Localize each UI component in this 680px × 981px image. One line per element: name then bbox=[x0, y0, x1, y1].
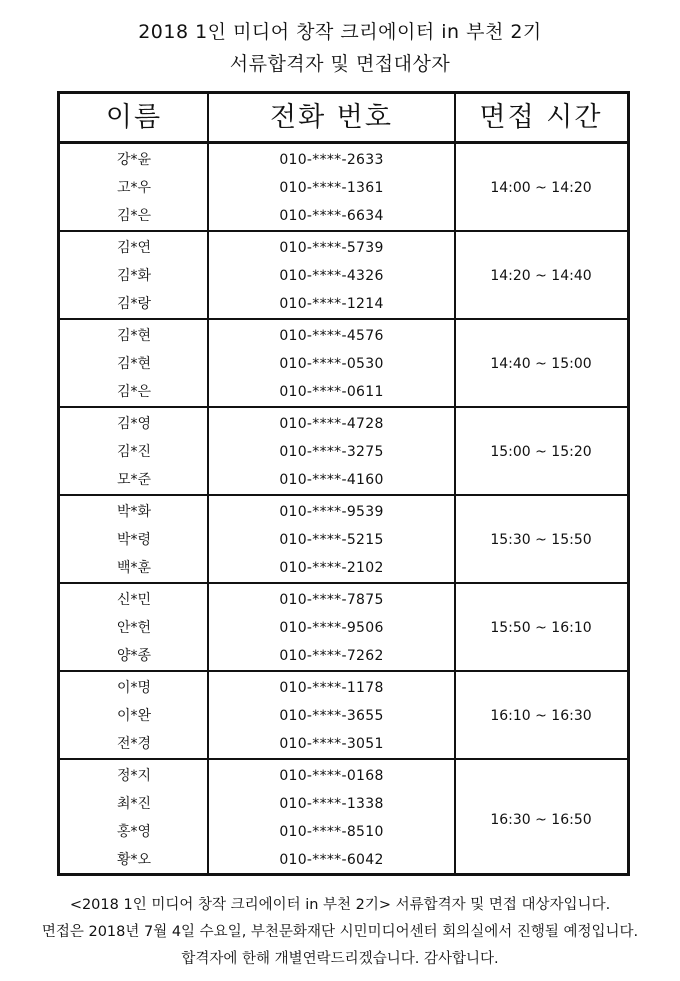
applicant-name: 김*은 bbox=[116, 208, 152, 224]
interview-time-slot: 15:00 ~ 15:20 bbox=[490, 444, 592, 460]
applicant-name: 강*윤 bbox=[116, 152, 152, 168]
applicant-name: 전*경 bbox=[116, 736, 152, 752]
table-row bbox=[60, 674, 627, 702]
table-row bbox=[60, 762, 627, 790]
header-name: 이름 bbox=[105, 102, 163, 133]
interview-schedule-table bbox=[57, 91, 630, 876]
applicant-phone: 010-****-0168 bbox=[279, 768, 384, 784]
time-slot-group bbox=[60, 232, 627, 320]
applicant-phone: 010-****-1361 bbox=[279, 180, 384, 196]
time-slot-group bbox=[60, 320, 627, 408]
time-slot-group bbox=[60, 672, 627, 760]
applicant-name: 백*훈 bbox=[116, 560, 152, 576]
applicant-phone: 010-****-1214 bbox=[279, 296, 384, 312]
interview-time-slot: 14:40 ~ 15:00 bbox=[490, 356, 592, 372]
interview-time-slot: 14:00 ~ 14:20 bbox=[490, 180, 592, 196]
applicant-name: 김*은 bbox=[116, 384, 152, 400]
table-row bbox=[60, 730, 627, 758]
table-row bbox=[60, 234, 627, 262]
applicant-phone: 010-****-7875 bbox=[279, 592, 384, 608]
table-row bbox=[60, 146, 627, 174]
applicant-phone: 010-****-0530 bbox=[279, 356, 384, 372]
applicant-name: 양*종 bbox=[116, 648, 152, 664]
footer-note-3: 합격자에 한해 개별연락드리겠습니다. 감사합니다. bbox=[181, 951, 499, 967]
applicant-phone: 010-****-3655 bbox=[279, 708, 384, 724]
applicant-name: 김*영 bbox=[116, 416, 152, 432]
applicant-phone: 010-****-5739 bbox=[279, 240, 384, 256]
applicant-name: 박*화 bbox=[116, 504, 152, 520]
table-row bbox=[60, 410, 627, 438]
time-slot-group bbox=[60, 760, 627, 880]
applicant-name: 안*헌 bbox=[116, 620, 152, 636]
applicant-phone: 010-****-8510 bbox=[279, 824, 384, 840]
applicant-name: 정*지 bbox=[116, 768, 152, 784]
interview-time-slot: 15:50 ~ 16:10 bbox=[490, 620, 592, 636]
time-slot-group bbox=[60, 584, 627, 672]
time-slot-group bbox=[60, 408, 627, 496]
applicant-phone: 010-****-4728 bbox=[279, 416, 384, 432]
table-row bbox=[60, 554, 627, 582]
table-row bbox=[60, 378, 627, 406]
applicant-name: 박*령 bbox=[116, 532, 152, 548]
document-title: 2018 1인 미디어 창작 크리에이터 in 부천 2기 bbox=[138, 21, 542, 43]
interview-time-slot: 16:30 ~ 16:50 bbox=[490, 812, 592, 828]
table-row bbox=[60, 290, 627, 318]
applicant-name: 김*연 bbox=[116, 240, 152, 256]
table-row bbox=[60, 466, 627, 494]
table-row bbox=[60, 642, 627, 670]
interview-time-slot: 14:20 ~ 14:40 bbox=[490, 268, 592, 284]
applicant-name: 김*화 bbox=[116, 268, 152, 284]
applicant-phone: 010-****-5215 bbox=[279, 532, 384, 548]
applicant-phone: 010-****-2633 bbox=[279, 152, 384, 168]
applicant-phone: 010-****-4160 bbox=[279, 472, 384, 488]
applicant-phone: 010-****-1338 bbox=[279, 796, 384, 812]
applicant-name: 황*오 bbox=[116, 852, 152, 868]
interview-time-slot: 16:10 ~ 16:30 bbox=[490, 708, 592, 724]
applicant-name: 김*현 bbox=[116, 328, 152, 344]
interview-time-slot: 15:30 ~ 15:50 bbox=[490, 532, 592, 548]
table-row bbox=[60, 202, 627, 230]
applicant-name: 이*완 bbox=[116, 708, 152, 724]
applicant-phone: 010-****-9539 bbox=[279, 504, 384, 520]
time-slot-group bbox=[60, 144, 627, 232]
applicant-phone: 010-****-4576 bbox=[279, 328, 384, 344]
applicant-phone: 010-****-1178 bbox=[279, 680, 384, 696]
applicant-phone: 010-****-4326 bbox=[279, 268, 384, 284]
applicant-phone: 010-****-0611 bbox=[279, 384, 384, 400]
applicant-name: 최*진 bbox=[116, 796, 152, 812]
applicant-phone: 010-****-2102 bbox=[279, 560, 384, 576]
footer-note-2: 면접은 2018년 7월 4일 수요일, 부천문화재단 시민미디어센터 회의실에서 진행될 예정입니다. bbox=[41, 924, 639, 940]
footer-note-1: <2018 1인 미디어 창작 크리에이터 in 부천 2기> 서류합격자 및 면접 대상자입니다. bbox=[69, 897, 611, 913]
applicant-name: 김*랑 bbox=[116, 296, 152, 312]
applicant-name: 이*명 bbox=[116, 680, 152, 696]
applicant-phone: 010-****-3051 bbox=[279, 736, 384, 752]
table-header bbox=[60, 94, 627, 144]
table-row bbox=[60, 322, 627, 350]
applicant-name: 김*진 bbox=[116, 444, 152, 460]
applicant-name: 신*민 bbox=[116, 592, 152, 608]
table-row bbox=[60, 846, 627, 874]
header-phone: 전화 번호 bbox=[270, 102, 393, 133]
document-subtitle: 서류합격자 및 면접대상자 bbox=[229, 53, 451, 75]
applicant-name: 모*준 bbox=[116, 472, 152, 488]
applicant-phone: 010-****-6634 bbox=[279, 208, 384, 224]
applicant-name: 고*우 bbox=[116, 180, 152, 196]
time-slot-group bbox=[60, 496, 627, 584]
applicant-phone: 010-****-3275 bbox=[279, 444, 384, 460]
applicant-name: 김*현 bbox=[116, 356, 152, 372]
table-row bbox=[60, 586, 627, 614]
applicant-name: 홍*영 bbox=[116, 824, 152, 840]
applicant-phone: 010-****-6042 bbox=[279, 852, 384, 868]
applicant-phone: 010-****-9506 bbox=[279, 620, 384, 636]
header-interview-time: 면접 시간 bbox=[479, 102, 603, 133]
table-row bbox=[60, 498, 627, 526]
applicant-phone: 010-****-7262 bbox=[279, 648, 384, 664]
